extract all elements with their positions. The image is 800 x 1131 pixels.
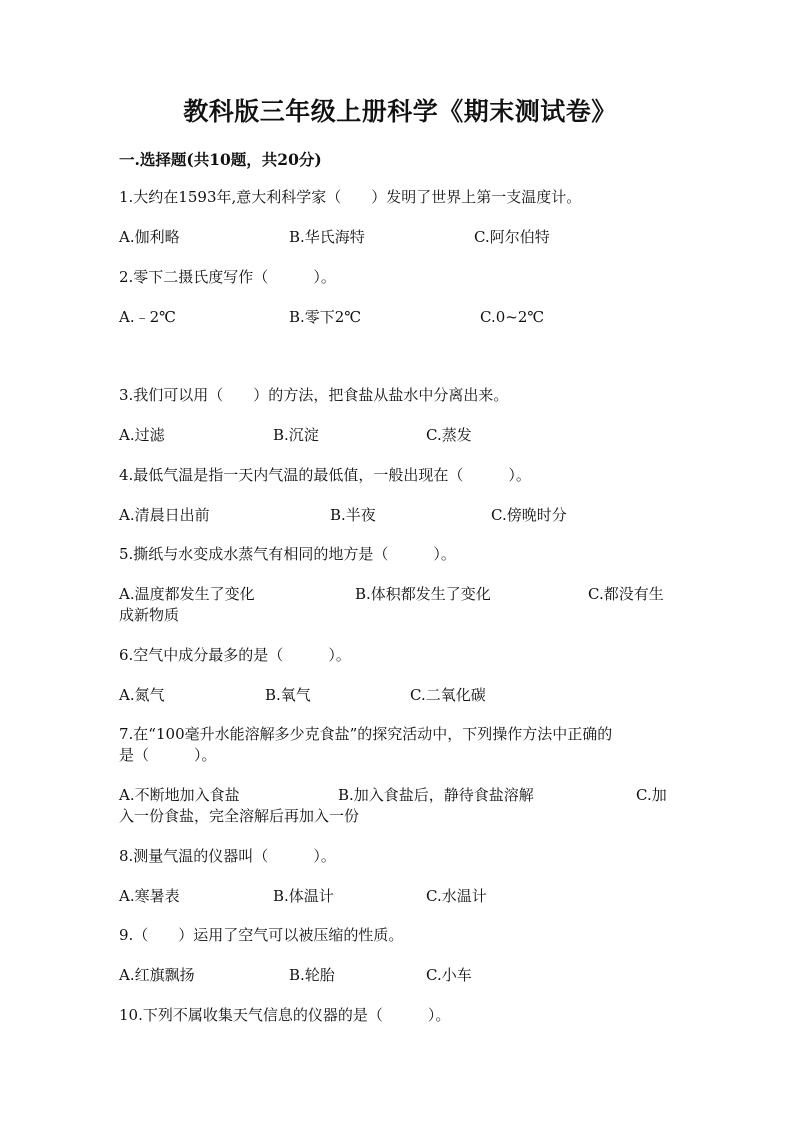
option-b: B.氧气: [265, 686, 311, 704]
option-a: A.过滤: [119, 426, 165, 444]
option-b: B.加入食盐后，静待食盐溶解: [338, 786, 534, 804]
question-3-options: [119, 425, 679, 449]
question-7-stem-line-1: 7.在“100毫升水能溶解多少克食盐”的探究活动中，下列操作方法中正确的: [119, 725, 613, 743]
option-b: B.体积都发生了变化: [355, 585, 491, 603]
option-b: B.半夜: [330, 506, 376, 524]
option-b: B.轮胎: [289, 966, 335, 984]
page-title: 教科版三年级上册科学《期末测试卷》: [183, 97, 617, 126]
option-c: C.小车: [426, 966, 472, 984]
question-9-options: [119, 965, 679, 989]
option-c-continuation: 入一份食盐，完全溶解后再加入一份: [119, 807, 360, 825]
option-a: A.清晨日出前: [119, 506, 210, 524]
section-heading: 一.选择题(共10题，共20分): [119, 150, 322, 169]
option-c: C.蒸发: [426, 426, 472, 444]
option-c: C.二氧化碳: [410, 686, 486, 704]
option-c: C.水温计: [426, 887, 487, 905]
option-a: A.﹣2℃: [119, 308, 176, 326]
question-2-stem: 2.零下二摄氏度写作（ ）。: [119, 268, 336, 286]
question-7-stem-line-2: 是（ ）。: [119, 746, 217, 764]
option-a: A.伽利略: [119, 228, 180, 246]
question-1-options: [119, 227, 679, 251]
option-c: C.都没有生: [588, 585, 664, 603]
option-a: A.不断地加入食盐: [119, 786, 240, 804]
option-b: B.沉淀: [273, 426, 319, 444]
option-c-continuation: 成新物质: [119, 606, 180, 624]
question-5-stem: 5.撕纸与水变成水蒸气有相同的地方是（ ）。: [119, 545, 456, 563]
option-a: A.温度都发生了变化: [119, 585, 255, 603]
option-a: A.氮气: [119, 686, 165, 704]
option-c: C.0~2℃: [480, 308, 545, 326]
question-4-options: [119, 505, 679, 529]
option-c: C.加: [636, 786, 667, 804]
question-1-stem: 1.大约在1593年,意大利科学家（ ）发明了世界上第一支温度计。: [119, 188, 582, 206]
option-c: C.傍晚时分: [491, 506, 567, 524]
option-a: A.红旗飘扬: [119, 966, 195, 984]
option-b: B.华氏海特: [289, 228, 365, 246]
question-3-stem: 3.我们可以用（ ）的方法，把食盐从盐水中分离出来。: [119, 386, 509, 404]
option-a: A.寒暑表: [119, 887, 180, 905]
question-4-stem: 4.最低气温是指一天内气温的最低值，一般出现在（ ）。: [119, 466, 531, 484]
question-9-stem: 9.（ ）运用了空气可以被压缩的性质。: [119, 926, 404, 944]
option-c: C.阿尔伯特: [474, 228, 550, 246]
option-b: B.体温计: [273, 887, 334, 905]
question-10-stem: 10.下列不属收集天气信息的仪器的是（ ）。: [119, 1006, 451, 1024]
question-2-options: [119, 307, 679, 331]
question-8-stem: 8.测量气温的仪器叫（ ）。: [119, 847, 336, 865]
question-6-stem: 6.空气中成分最多的是（ ）。: [119, 646, 351, 664]
question-6-options: [119, 685, 679, 709]
option-b: B.零下2℃: [289, 308, 362, 326]
question-8-options: [119, 886, 679, 910]
